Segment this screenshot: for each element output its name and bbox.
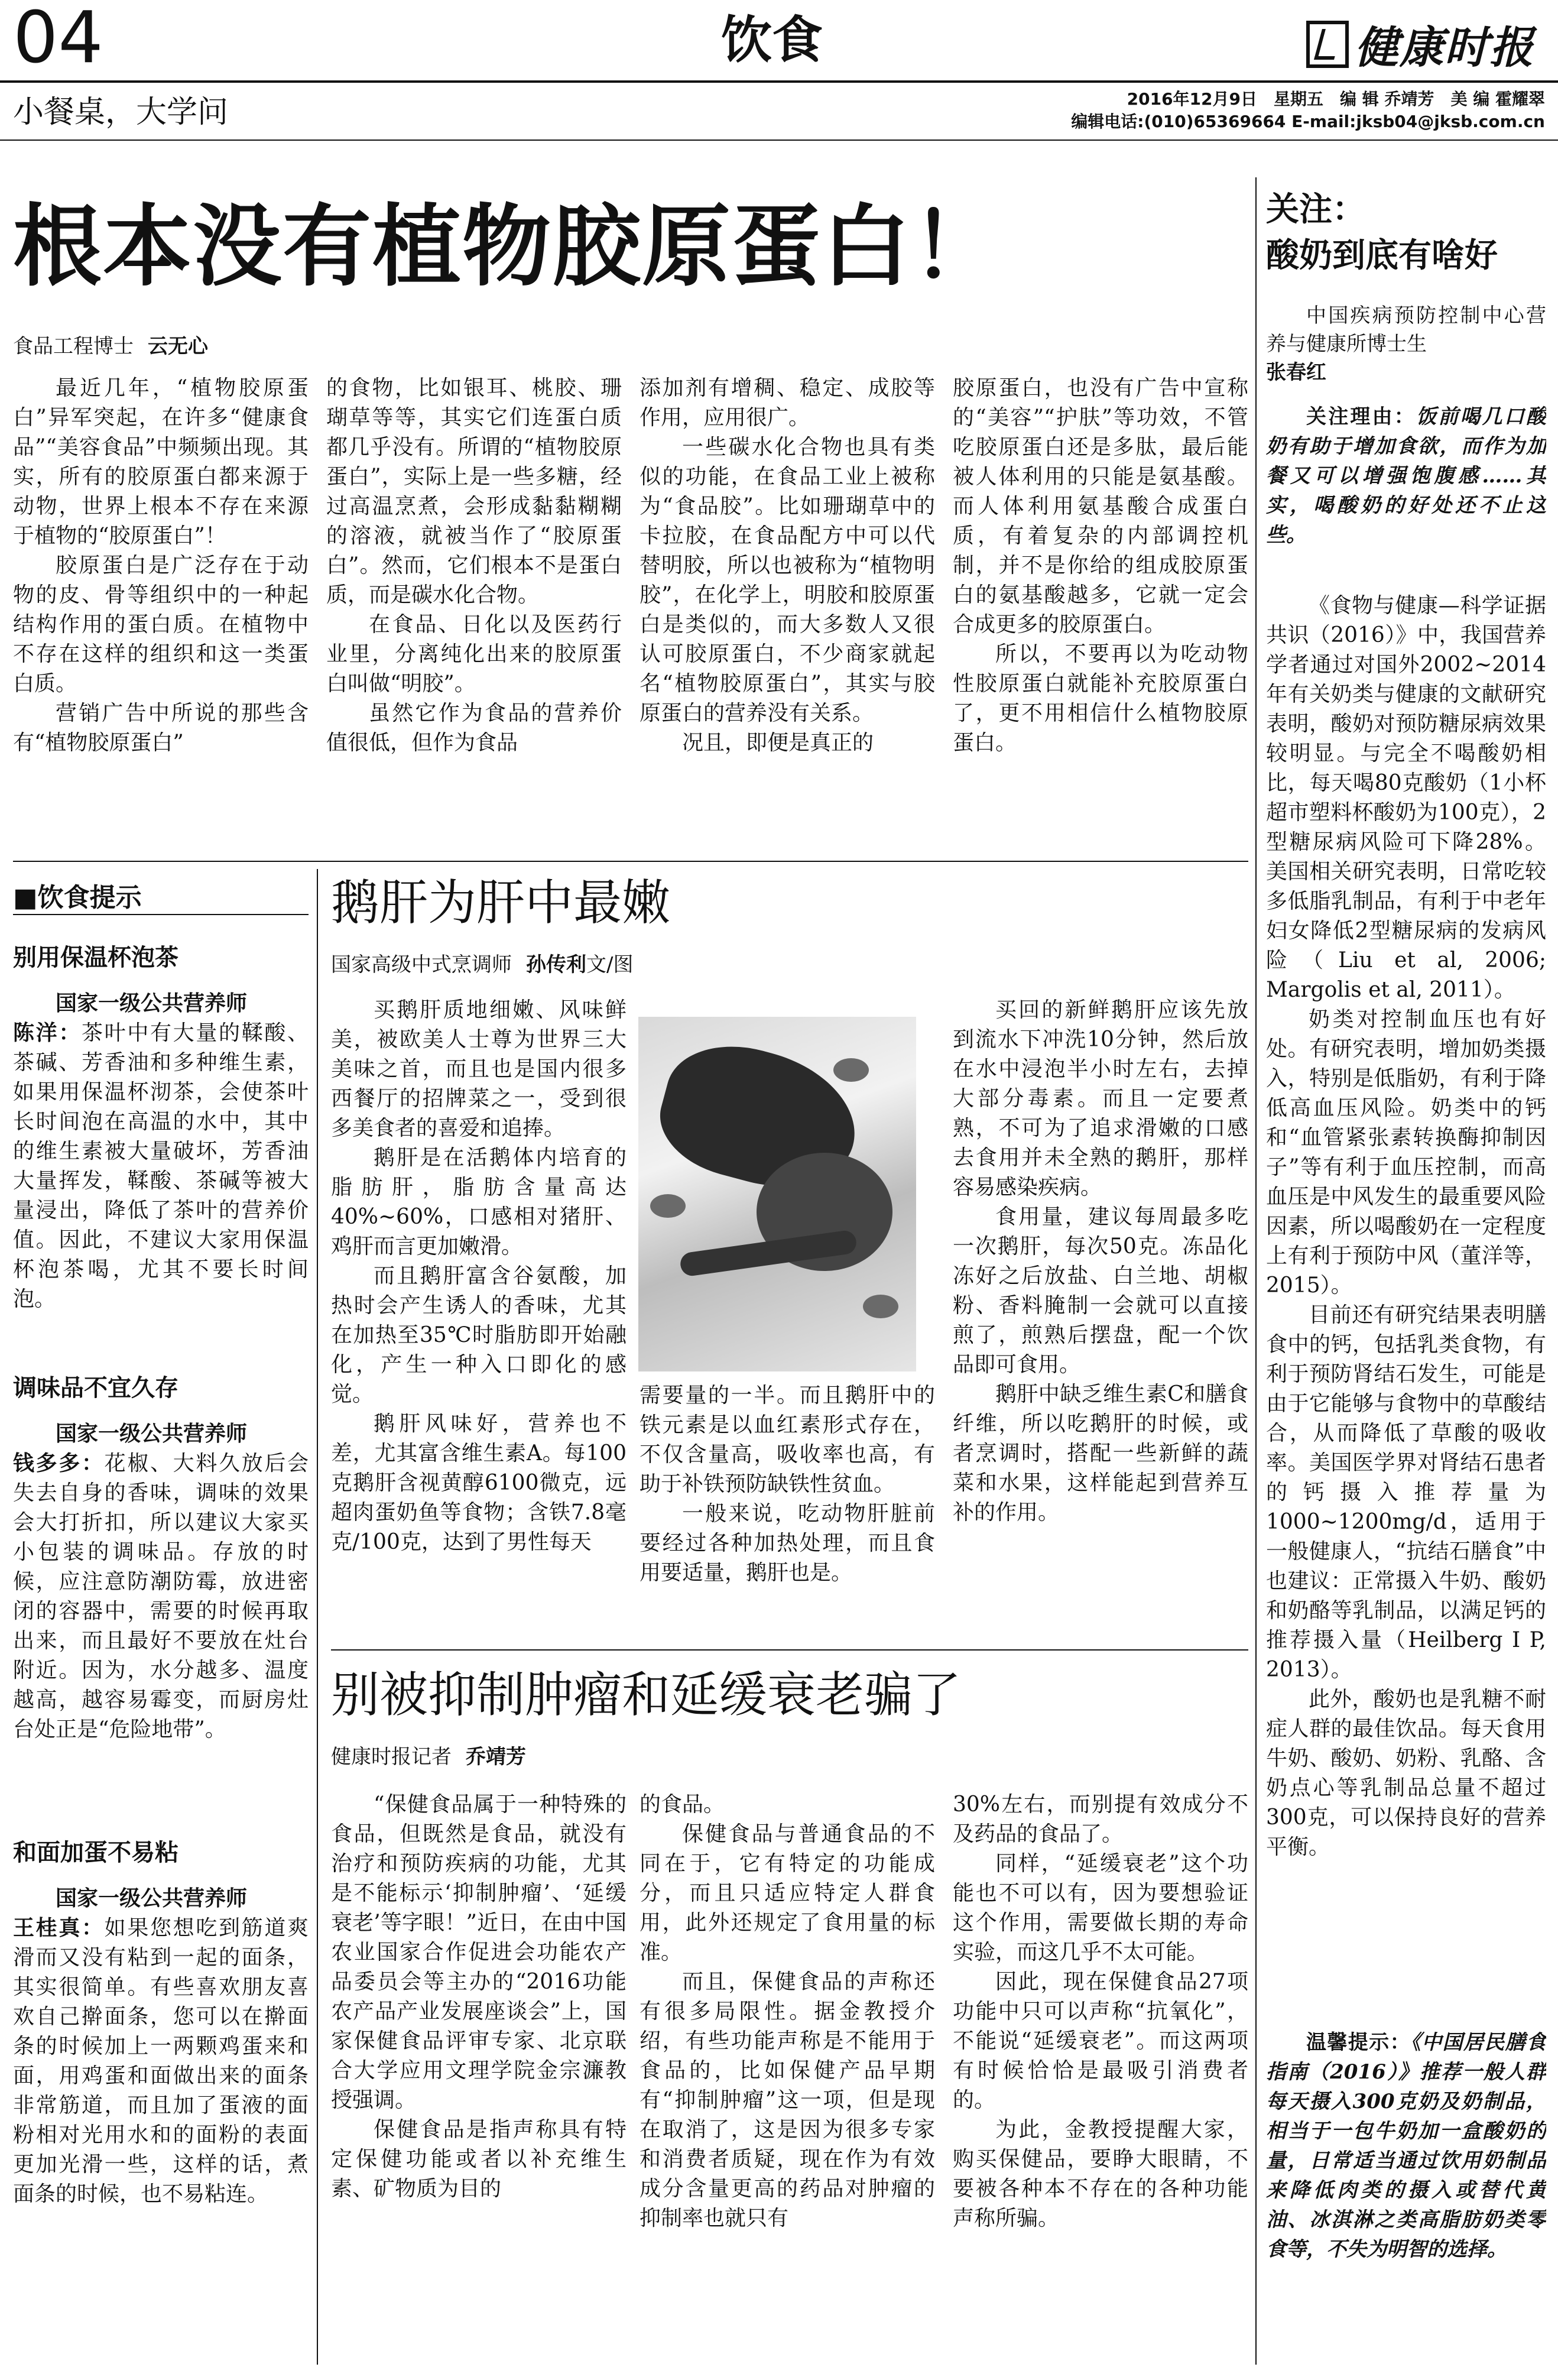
sidebar-tip-label: 温馨提示： <box>1306 2031 1411 2054</box>
tip-author-role: 国家一级公共营养师 <box>56 1886 248 1911</box>
masthead-bottom-rule <box>0 140 1558 141</box>
paragraph: 鹅肝是在活鹅体内培育的脂肪肝，脂肪含量高达40%~60%，口感相对猪肝、鸡肝而言更加嫩滑。 <box>331 1146 627 1259</box>
newspaper-logo <box>1306 13 1534 76</box>
paragraph: 奶类对控制血压也有好处。有研究表明，增加奶类摄入，特别是低脂奶，有利于降低高血压风险。奶类中的钙和“血管紧张素转换酶抑制因子”等有利于血压控制，而高血压是中风发生的最重要风险因素，所以喝酸奶在一定程度上有利于预防中风（董洋等，2015）。 <box>1266 1007 1546 1298</box>
goose-byline <box>331 948 633 977</box>
paragraph: 所以，不要再以为吃动物性胶原蛋白就能补充胶原蛋白了，更不用相信什么植物胶原蛋白。 <box>953 642 1248 755</box>
tip-body-3 <box>13 1883 309 2368</box>
sidebar-kicker: 关注： <box>1266 190 1365 229</box>
masthead-rule <box>0 80 1558 83</box>
health-column-1 <box>331 1790 627 2369</box>
lead-byline-role: 食品工程博士 <box>13 335 134 358</box>
section-title: 饮食 <box>721 11 823 70</box>
goose-bottom-rule <box>331 1649 1248 1651</box>
lead-byline <box>13 330 208 359</box>
goose-headline: 鹅肝为肝中最嫩 <box>331 875 671 931</box>
goose-byline-name: 孙传利 <box>526 953 586 977</box>
paragraph: 添加剂有增稠、稳定、成胶等作用，应用很广。 <box>640 376 935 430</box>
contact-line: 编辑电话:(010)65369664 E-mail:jksb04@jksb.com.cn <box>1071 112 1545 131</box>
paragraph: 在食品、日化以及医药行业里，分离纯化出来的胶原蛋白叫做“明胶”。 <box>326 612 622 696</box>
goose-column-3 <box>953 996 1248 1646</box>
sidebar-byline-name: 张春红 <box>1266 361 1326 384</box>
tip-title-1: 别用保温杯泡茶 <box>13 944 178 971</box>
goose-liver-photo <box>638 1017 916 1371</box>
paragraph: 营销广告中所说的那些含有“植物胶原蛋白” <box>13 701 309 755</box>
sidebar-tip-text: 《中国居民膳食指南（2016）》推荐一般人群每天摄入300克奶及奶制品，相当于一包牛奶加一盒酸奶的量，日常适当通过饮用奶制品来降低肉类的摄入或替代黄油、冰淇淋之类高脂肪奶类零食等，不失为明智的选择。 <box>1266 2031 1546 2261</box>
tip-text <box>13 1448 309 1745</box>
lead-headline: 根本没有植物胶原蛋白！ <box>13 194 1002 299</box>
tip-content: 花椒、大料久放后会失去自身的香味，调味的效果会大打折扣，所以建议大家买小包装的调味品。存放的时候，应注意防潮防霉，放进密闭的容器中，需要的时候再取出来，而且最好不要放在灶台附近。因为，水分越多、温度越高，越容易霉变，而厨房灶台处正是“危险地带”。 <box>13 1451 309 1742</box>
paragraph: 而且鹅肝富含谷氨酸，加热时会产生诱人的香味，尤其在加热至35℃时脂肪即开始融化，产生一种入口即化的感觉。 <box>331 1264 627 1406</box>
paragraph: 况且，即便是真正的 <box>682 731 874 755</box>
paragraph: 同样，“延缓衰老”这个功能也不可以有，因为要想验证这个作用，需要做长期的寿命实验，而这几乎不太可能。 <box>953 1852 1248 1964</box>
lead-bottom-rule <box>13 861 1248 862</box>
tip-author-name: 钱多多： <box>13 1451 105 1476</box>
goose-byline-role: 国家高级中式烹调师 <box>331 953 512 977</box>
goose-byline-suffix: 文/图 <box>586 953 634 977</box>
tips-column-divider <box>317 869 318 2365</box>
paragraph: 为此，金教授提醒大家，购买保健品，要睁大眼睛，不要被各种本不存在的各种功能声称所骗。 <box>953 2118 1248 2230</box>
paragraph: 胶原蛋白，也没有广告中宣称的“美容”“护肤”等功效，不管吃胶原蛋白还是多肽，最后能被人体利用的只能是氨基酸。而人体利用氨基酸合成蛋白质，有着复杂的内部调控机制，并不是你给的组成胶原蛋白的氨基酸越多，它就一定会合成更多的胶原蛋白。 <box>953 376 1248 637</box>
logo-text: 健康时报 <box>1355 22 1534 73</box>
paragraph: 买回的新鲜鹅肝应该先放到流水下冲洗10分钟，然后放在水中浸泡半小时左右，去掉大部分毒素。而且一定要煮熟，不可为了追求滑嫩的口感去食用并未全熟的鹅肝，那样容易感染疾病。 <box>953 998 1248 1199</box>
sidebar-reason-text: 饭前喝几口酸奶有助于增加食欲，而作为加餐又可以增强饱腹感……其实，喝酸奶的好处还不止这些。 <box>1266 405 1546 547</box>
paragraph: 保健食品是指声称具有特定保健功能或者以补充维生素、矿物质为目的 <box>331 2118 627 2201</box>
health-column-3 <box>953 1790 1248 2369</box>
sidebar-reason-label: 关注理由： <box>1306 405 1416 429</box>
tips-title-rule <box>13 914 309 915</box>
sidebar-body <box>1266 591 1546 2028</box>
tip-title-3: 和面加蛋不易粘 <box>13 1839 178 1866</box>
logo-mark-icon <box>1306 21 1349 68</box>
paragraph: 买鹅肝质地细嫩、风味鲜美，被欧美人士尊为世界三大美味之首，而且也是国内很多西餐厅的招牌菜之一，受到很多美食者的喜爱和追捧。 <box>331 998 627 1140</box>
paragraph: 虽然它作为食品的营养价值很低，但作为食品 <box>326 701 622 755</box>
goose-column-1 <box>331 996 627 1646</box>
paragraph: 的食物，比如银耳、桃胶、珊瑚草等等，其实它们连蛋白质都几乎没有。所谓的“植物胶原蛋白”，实际上是一些多糖，经过高温烹煮，会形成黏黏糊糊的溶液，就被当作了“胶原蛋白”。然而，它们根本不是蛋白质，而是碳水化合物。 <box>326 376 622 607</box>
paragraph: “保健食品属于一种特殊的食品，但既然是食品，就没有治疗和预防疾病的功能，尤其是不能标示‘抑制肿瘤’、‘延缓衰老’等字眼！”近日，在由中国农业国家合作促进会功能农产品委员会等主办的“2016功能农产品产业发展座谈会”上，国家保健食品评审专家、北京联合大学应用文理学院金宗濂教授强调。 <box>331 1792 627 2112</box>
health-byline-name: 乔靖芳 <box>466 1745 526 1769</box>
goose-column-2 <box>640 1381 935 1647</box>
tip-title-2: 调味品不宜久存 <box>13 1374 178 1402</box>
tip-author-name: 陈洋： <box>13 1020 82 1045</box>
tip-content: 茶叶中有大量的鞣酸、茶碱、芳香油和多种维生素，如果用保温杯沏茶，会使茶叶长时间泡在高温的水中，其中的维生素被大量破坏，芳香油大量挥发，鞣酸、茶碱等被大量浸出，降低了茶叶的营养价值。因此，不建议大家用保温杯泡茶喝，尤其不要长时间泡。 <box>13 1021 309 1311</box>
column-name: 小餐桌，大学问 <box>13 95 229 130</box>
tip-author-role: 国家一级公共营养师 <box>56 1421 248 1446</box>
paragraph: 保健食品与普通食品的不同在于，它有特定的功能成分，而且只适应特定人群食用，此外还规定了食用量的标准。 <box>640 1822 935 1964</box>
sidebar-tip <box>1266 2028 1546 2365</box>
lead-column-2 <box>326 374 622 858</box>
tip-content: 如果您想吃到筋道爽滑而又没有粘到一起的面条，其实很简单。有些喜欢朋友喜欢自己擀面条，您可以在擀面条的时候加上一两颗鸡蛋来和面，用鸡蛋和面做出来的面条非常筋道，而且加了蛋液的面粉相对光用水和的面粉的表面更加光滑一些，这样的话，煮面条的时候，也不易粘连。 <box>13 1916 309 2206</box>
lead-column-3 <box>640 374 935 858</box>
sidebar-byline-org: 中国疾病预防控制中心营养与健康所博士生 <box>1266 304 1546 356</box>
paragraph: 需要量的一半。而且鹅肝中的铁元素是以血红素形式存在，不仅含量高，吸收率也高，有助于补铁预防缺铁性贫血。 <box>640 1383 935 1496</box>
tip-author-name: 王桂真： <box>13 1915 105 1940</box>
paragraph: 的食品。 <box>640 1792 725 1817</box>
page-number: 04 <box>13 0 103 79</box>
paragraph: 而且，保健食品的声称还有很多局限性。据金教授介绍，有些功能声称是不能用于食品的，比如保健产品早期有“抑制肿瘤”这一项，但是现在取消了，这是因为很多专家和消费者质疑，现在作为有效成分含量更高的药品对肿瘤的抑制率也就只有 <box>640 1970 935 2230</box>
paragraph: 一些碳水化合物也具有类似的功能，在食品工业上被称为“食品胶”。比如珊瑚草中的卡拉胶，在食品配方中可以代替明胶，所以也被称为“植物明胶”，在化学上，明胶和胶原蛋白是类似的，而大多数人又很认可胶原蛋白，不少商家就起名“植物胶原蛋白”，其实与胶原蛋白的营养没有关系。 <box>640 435 935 725</box>
sidebar-headline: 酸奶到底有啥好 <box>1266 236 1498 275</box>
tip-body-1 <box>13 988 309 1367</box>
paragraph: 一般来说，吃动物肝脏前要经过各种加热处理，而且食用要适量，鹅肝也是。 <box>640 1502 935 1585</box>
tip-text <box>13 1913 309 2209</box>
health-byline <box>331 1740 526 1769</box>
lead-column-1 <box>13 374 309 858</box>
tip-text <box>13 1018 309 1314</box>
paragraph: 《食物与健康—科学证据共识（2016）》中，我国营养学者通过对国外2002~2014年有关奶类与健康的文献研究表明，酸奶对预防糖尿病效果较明显。与完全不喝酸奶相比，每天喝80克酸奶（1小杯超市塑料杯酸奶为100克），2型糖尿病风险可下降28%。美国相关研究表明，日常吃较多低脂乳制品，有利于中老年妇女降低2型糖尿病的发病风险（Liu et al, 2006; Margolis et al, 2011）。 <box>1266 594 1546 1002</box>
paragraph: 食用量，建议每周最多吃一次鹅肝，每次50克。冻品化冻好之后放盐、白兰地、胡椒粉、香料腌制一会就可以直接煎了，煎熟后摆盘，配一个饮品即可食用。 <box>953 1205 1248 1377</box>
sidebar-byline <box>1266 301 1546 387</box>
paragraph: 30%左右，而别提有效成分不及药品的食品了。 <box>953 1792 1248 1846</box>
paragraph: 鹅肝中缺乏维生素C和膳食纤维，所以吃鹅肝的时候，或者烹调时，搭配一些新鲜的蔬菜和水果，这样能起到营养互补的作用。 <box>953 1382 1248 1525</box>
paragraph: 胶原蛋白是广泛存在于动物的皮、骨等组织中的一种起结构作用的蛋白质。在植物中不存在这样的组织和这一类蛋白质。 <box>13 553 309 696</box>
paragraph: 此外，酸奶也是乳糖不耐症人群的最佳饮品。每天食用牛奶、酸奶、奶粉、乳酪、含奶点心等乳制品总量不超过300克，可以保持良好的营养平衡。 <box>1266 1687 1546 1859</box>
paragraph: 目前还有研究结果表明膳食中的钙，包括乳类食物，有利于预防肾结石发生，可能是由于它能够与食物中的草酸结合，从而降低了草酸的吸收率。美国医学界对肾结石患者的钙摄入推荐量为1000~1200mg/d，适用于一般健康人，“抗结石膳食”中也建议：正常摄入牛奶、酸奶和奶酪等乳制品，以满足钙的推荐摄入量（Heilberg I P, 2013）。 <box>1266 1303 1546 1682</box>
tip-body-2 <box>13 1419 309 1827</box>
date-editor-line: 2016年12月9日 星期五 编 辑 乔靖芳 美 编 霍耀翠 <box>1127 89 1545 109</box>
tip-author-role: 国家一级公共营养师 <box>56 991 248 1016</box>
health-byline-role: 健康时报记者 <box>331 1745 452 1769</box>
paragraph: 因此，现在保健食品27项功能中只可以声称“抗氧化”，不能说“延缓衰老”。而这两项有时候恰恰是最吸引消费者的。 <box>953 1970 1248 2112</box>
paragraph: 鹅肝风味好，营养也不差，尤其富含维生素A。每100克鹅肝含视黄醇6100微克，远超肉蛋奶鱼等食物；含铁7.8毫克/100克，达到了男性每天 <box>331 1412 627 1554</box>
tips-section-title: ■饮食提示 <box>13 883 142 913</box>
health-headline: 别被抑制肿瘤和延缓衰老骗了 <box>331 1667 962 1723</box>
sidebar-divider <box>1255 177 1257 2365</box>
lead-column-4 <box>953 374 1248 858</box>
paragraph: 最近几年，“植物胶原蛋白”异军突起，在许多“健康食品”“美容食品”中频频出现。其实，所有的胶原蛋白都来源于动物，世界上根本不存在来源于植物的“胶原蛋白”！ <box>13 376 309 548</box>
lead-byline-name: 云无心 <box>148 335 208 358</box>
health-column-2 <box>640 1790 935 2369</box>
sidebar-reason <box>1266 402 1546 573</box>
